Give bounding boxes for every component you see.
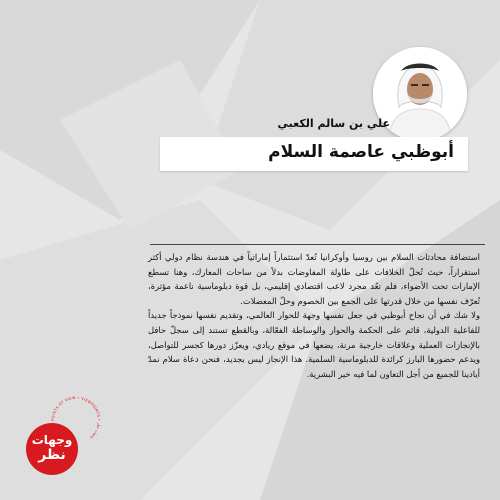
- svg-text:POINTS OF VIEW • VIEWPOINTS •: [51, 396, 101, 440]
- article-paragraph: ولا شك في أن نجاح أبوظبي في جعل نفسها وجهة للحوار العالمي، وتقديم نفسها نموذجاً جديداً للفاعلية الدولية، قائم على الحكمة والحوار والوساطة الفعّالة، وبالقطع تستند إلى سجلّ حافل بالإنجازات العملية وعلاقات خارجية مرنة، يضعها في موقع ريادي، ويعزّز دورها كجسر للتواصل، ويدعم حضورها البارز كرائدة للدبلوماسية السلمية. هذا الإنجاز ليس بجديد، فنحن دعاة سلام نمدّ أيادينا للجميع من أجل التعاون لما فيه خير البشرية.: [148, 310, 480, 379]
- article-paragraph: استضافة محادثات السلام بين روسيا وأوكرانيا تُعدّ استثماراً إماراتياً في هندسة نظام دولي أكثر استقراراً، حيث تُحلّ الخلافات على طاولة المفاوضات بدلاً من ساحات المعارك، وهنا تسطع الإمارات تحت الأضواء، فلم تعُد مجرد لاعب اقتصادي إقليمي، بل قوة دبلوماسية ناعمة مؤثرة، تُعرّف نفسها من خلال قدرتها على الجمع بين الخصوم وحلّ المعضلات.: [148, 252, 480, 306]
- badge-ring-caption: POINTS OF VIEW • VIEWPOINTS • وجهات نظر: [50, 395, 102, 441]
- article-title: أبوظبي عاصمة السلام: [268, 142, 454, 162]
- badge-label-line2: نظر: [38, 447, 66, 463]
- author-name: علي بن سالم الكعبي: [277, 117, 390, 130]
- title-box: [160, 137, 468, 171]
- divider: [150, 244, 485, 245]
- badge-ring-text: [50, 395, 102, 447]
- badge-label-line1: وجهات: [31, 433, 73, 447]
- article-body: [148, 250, 480, 381]
